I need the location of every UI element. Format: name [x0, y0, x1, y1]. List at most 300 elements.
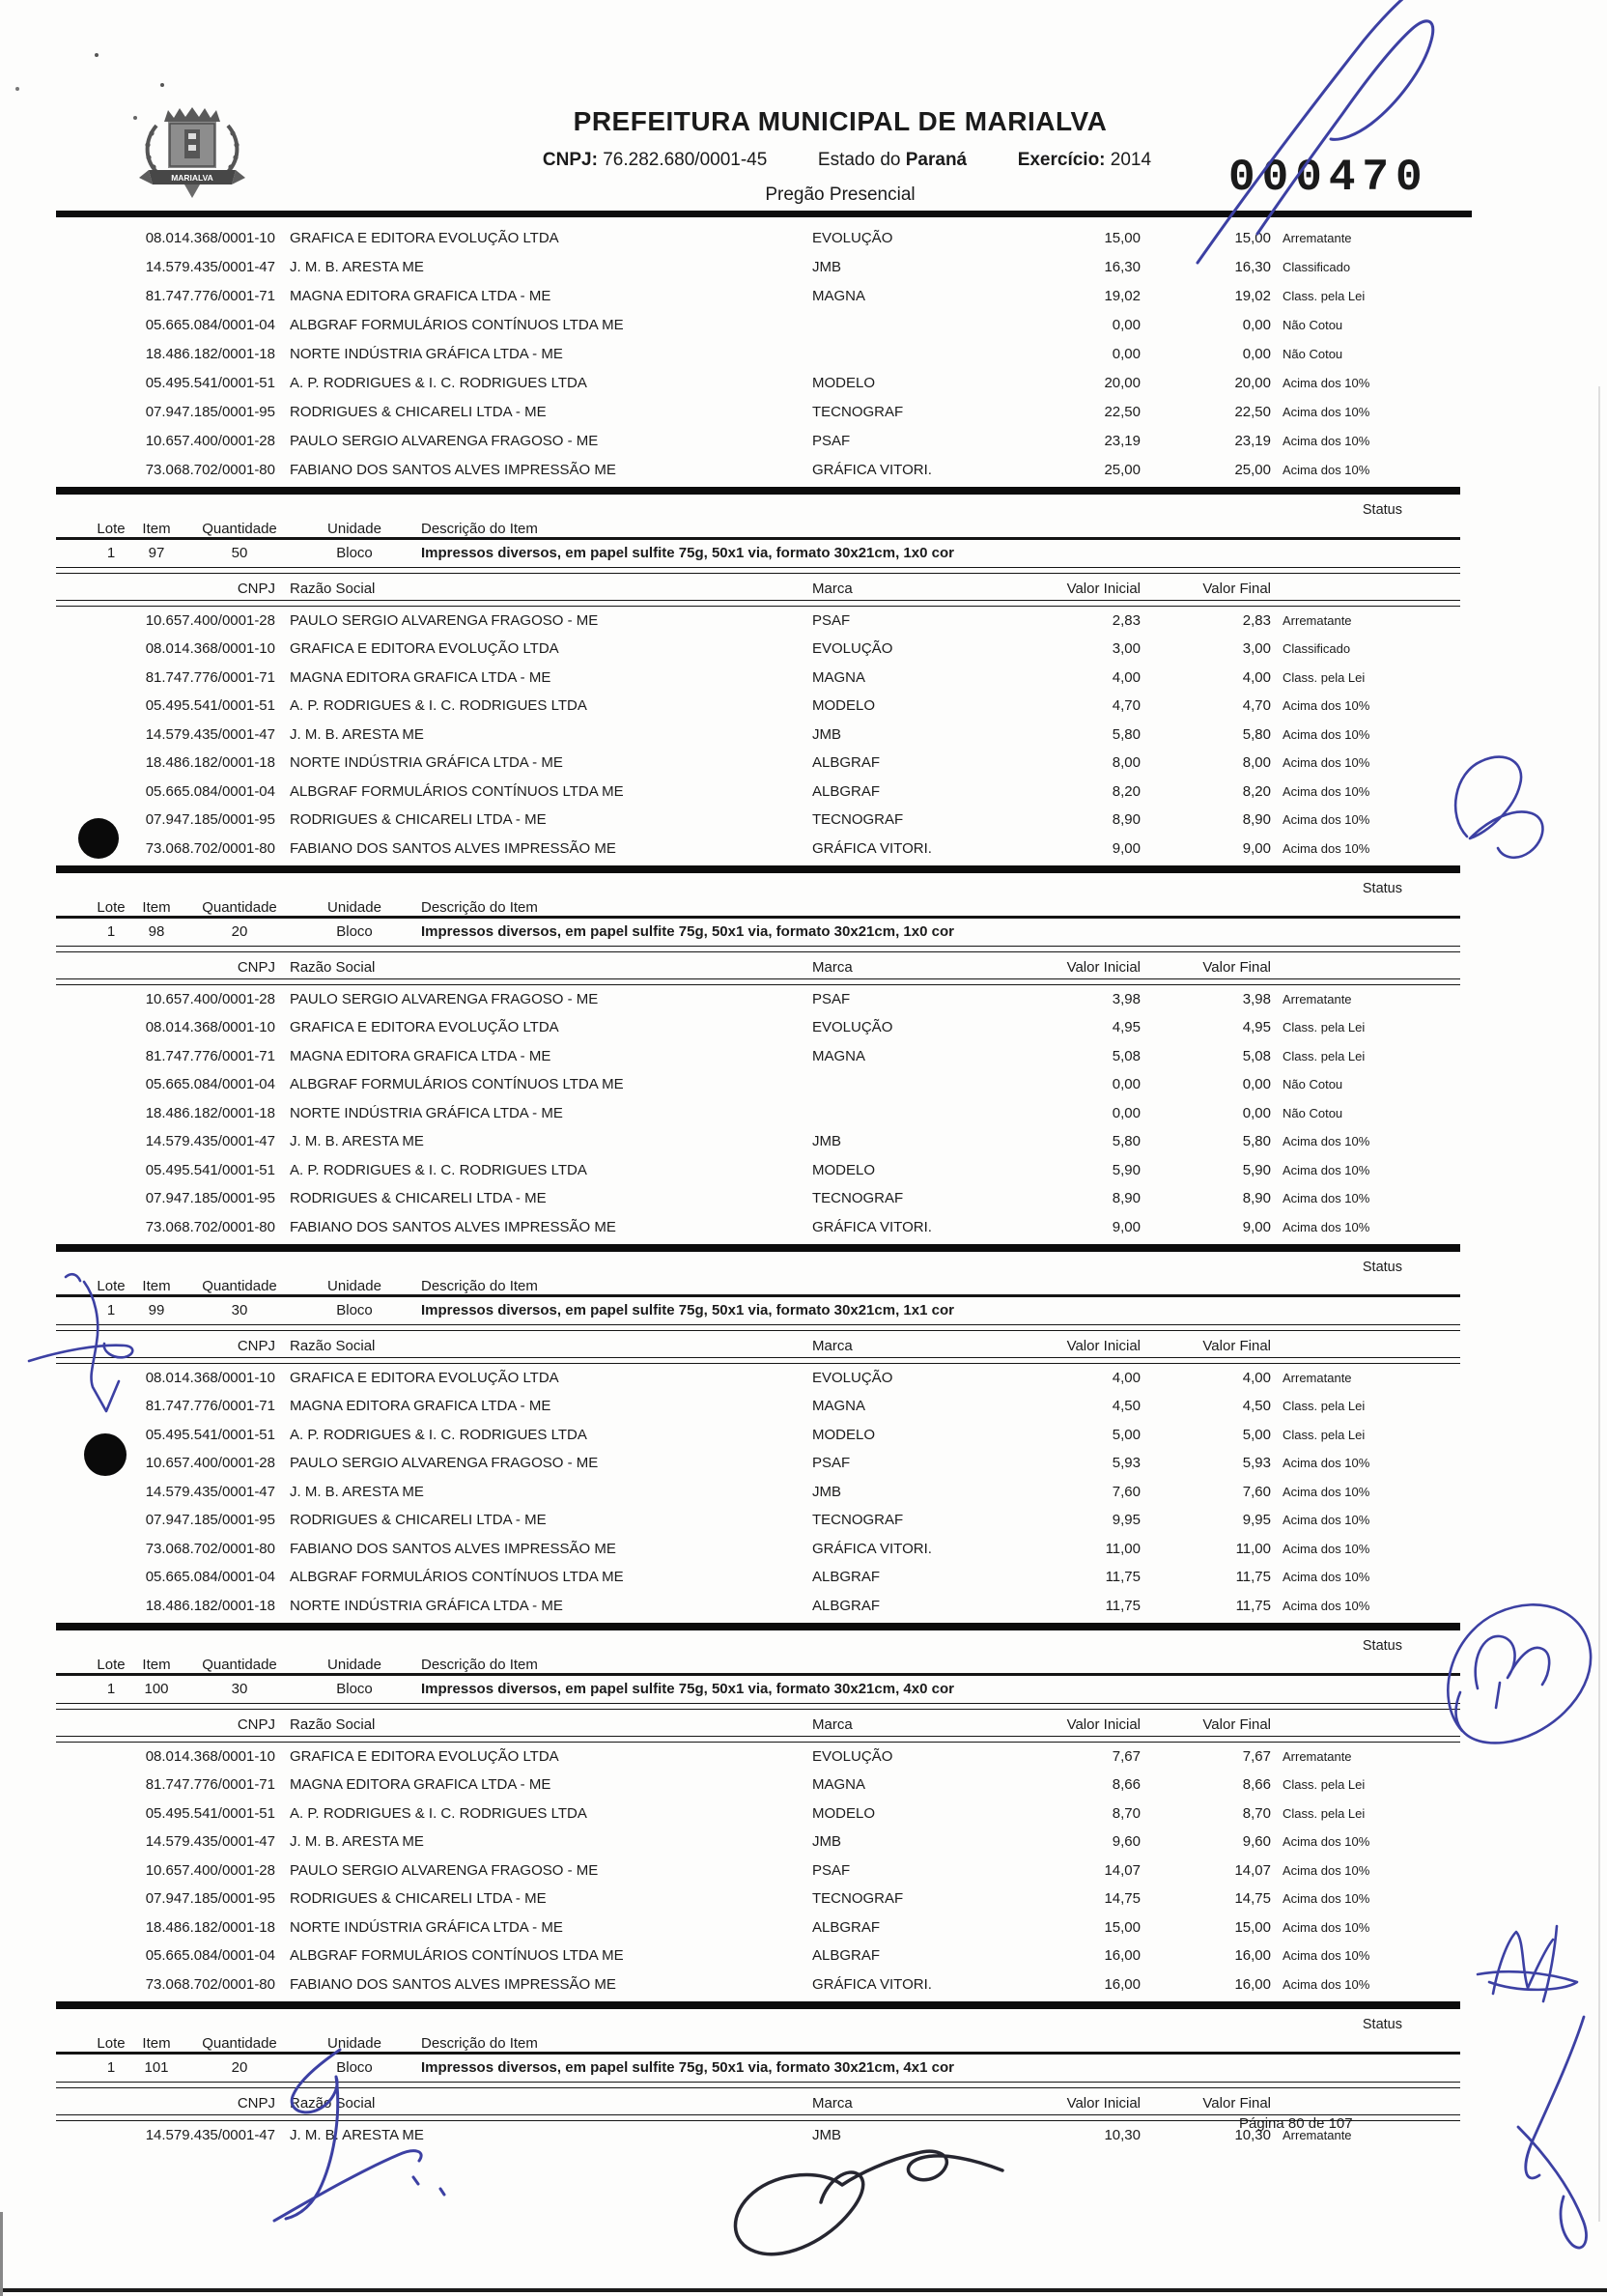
- descricao-cell: Impressos diversos, em papel sulfite 75g, 50x1 via, formato 30x21cm, 1x0 cor: [421, 922, 954, 940]
- bidder-row: [0, 985, 1607, 1014]
- bidder-row: [0, 1478, 1607, 1507]
- bidder-row: [0, 1156, 1607, 1185]
- col-header-valor-final: Valor Final: [1202, 580, 1271, 597]
- cnpj-cell: 05.665.084/0001-04: [145, 316, 275, 333]
- valor-inicial-cell: 5,80: [1112, 725, 1141, 743]
- cnpj-cell: 05.665.084/0001-04: [145, 1947, 275, 1965]
- cnpj-cell: 10.657.400/0001-28: [145, 432, 275, 449]
- valor-inicial-cell: 5,90: [1112, 1161, 1141, 1178]
- cnpj-cell: 10.657.400/0001-28: [145, 990, 275, 1007]
- marca-cell: MAGNA: [812, 287, 866, 304]
- razao-social-cell: J. M. B. ARESTA ME: [290, 258, 424, 275]
- bidder-row: [0, 1392, 1607, 1421]
- valor-final-cell: 9,95: [1242, 1512, 1271, 1529]
- bidder-row: [0, 252, 1607, 281]
- page-footer: [1239, 2115, 1353, 2132]
- page-number-stamp: 000470: [1228, 153, 1429, 203]
- status-cell: Acima dos 10%: [1283, 1891, 1370, 1907]
- marca-cell: TECNOGRAF: [812, 1190, 904, 1207]
- marca-cell: GRÁFICA VITORI.: [812, 461, 932, 478]
- col-header-item: Item: [142, 899, 171, 916]
- col-header-cnpj: CNPJ: [237, 1337, 275, 1354]
- cnpj-cell: 81.747.776/0001-71: [145, 1398, 275, 1415]
- col-header-lote: Lote: [97, 521, 126, 537]
- continuation-table: [0, 217, 1607, 484]
- bidder-table-header: [0, 574, 1607, 599]
- cnpj-cell: 14.579.435/0001-47: [145, 1483, 275, 1500]
- col-header-valor-final: Valor Final: [1202, 1715, 1271, 1733]
- col-header-valor-final: Valor Final: [1202, 2094, 1271, 2112]
- marca-cell: JMB: [812, 2126, 841, 2143]
- valor-final-cell: 22,50: [1234, 403, 1271, 420]
- marca-cell: MODELO: [812, 374, 876, 391]
- status-cell: Acima dos 10%: [1283, 1219, 1370, 1234]
- valor-final-cell: 8,70: [1242, 1804, 1271, 1822]
- cnpj-cell: 08.014.368/0001-10: [145, 1019, 275, 1036]
- status-cell: Não Cotou: [1283, 1105, 1343, 1120]
- double-rule: [56, 2082, 1460, 2088]
- col-header-lote: Lote: [97, 899, 126, 916]
- lote-cell: 1: [106, 1301, 116, 1318]
- cnpj-cell: 81.747.776/0001-71: [145, 1776, 275, 1794]
- status-cell: Acima dos 10%: [1283, 433, 1370, 448]
- valor-inicial-cell: 20,00: [1104, 374, 1141, 391]
- valor-inicial-cell: 8,00: [1112, 754, 1141, 772]
- marca-cell: JMB: [812, 1833, 841, 1851]
- exercicio-label: Exercício:: [1017, 150, 1106, 170]
- valor-final-cell: 4,00: [1242, 668, 1271, 686]
- razao-social-cell: FABIANO DOS SANTOS ALVES IMPRESSÃO ME: [290, 1975, 616, 1993]
- valor-inicial-cell: 8,66: [1112, 1776, 1141, 1794]
- razao-social-cell: FABIANO DOS SANTOS ALVES IMPRESSÃO ME: [290, 1540, 616, 1557]
- razao-social-cell: GRAFICA E EDITORA EVOLUÇÃO LTDA: [290, 1369, 559, 1386]
- bidder-row: [0, 692, 1607, 721]
- status-cell: Acima dos 10%: [1283, 1919, 1370, 1935]
- razao-social-cell: FABIANO DOS SANTOS ALVES IMPRESSÃO ME: [290, 839, 616, 857]
- lote-section: [0, 2017, 1607, 2149]
- marca-cell: PSAF: [812, 990, 851, 1007]
- cnpj-cell: 08.014.368/0001-10: [145, 229, 275, 246]
- status-cell: Acima dos 10%: [1283, 755, 1370, 771]
- valor-final-cell: 7,67: [1242, 1747, 1271, 1765]
- logo-banner-text: MARIALVA: [171, 173, 213, 183]
- marca-cell: JMB: [812, 1133, 841, 1150]
- razao-social-cell: MAGNA EDITORA GRAFICA LTDA - ME: [290, 1398, 551, 1415]
- scan-edge-bottom: [0, 2288, 1607, 2292]
- razao-social-cell: RODRIGUES & CHICARELI LTDA - ME: [290, 403, 547, 420]
- marca-cell: PSAF: [812, 1861, 851, 1879]
- marca-cell: ALBGRAF: [812, 754, 881, 772]
- cnpj-cell: 18.486.182/0001-18: [145, 345, 275, 362]
- valor-inicial-cell: 7,67: [1112, 1747, 1141, 1765]
- razao-social-cell: NORTE INDÚSTRIA GRÁFICA LTDA - ME: [290, 754, 563, 772]
- razao-social-cell: PAULO SERGIO ALVARENGA FRAGOSO - ME: [290, 611, 599, 629]
- valor-final-cell: 8,90: [1242, 1190, 1271, 1207]
- status-cell: Acima dos 10%: [1283, 1834, 1370, 1850]
- marca-cell: ALBGRAF: [812, 1597, 881, 1614]
- valor-final-cell: 16,00: [1234, 1975, 1271, 1993]
- marca-cell: TECNOGRAF: [812, 403, 904, 420]
- razao-social-cell: GRAFICA E EDITORA EVOLUÇÃO LTDA: [290, 1019, 559, 1036]
- col-header-descricao: Descrição do Item: [421, 2035, 538, 2052]
- unidade-cell: Bloco: [336, 1680, 373, 1697]
- cnpj-cell: 05.665.084/0001-04: [145, 1076, 275, 1093]
- marca-cell: TECNOGRAF: [812, 811, 904, 829]
- status-cell: Acima dos 10%: [1283, 1162, 1370, 1177]
- valor-inicial-cell: 8,90: [1112, 1190, 1141, 1207]
- razao-social-cell: A. P. RODRIGUES & I. C. RODRIGUES LTDA: [290, 697, 587, 715]
- valor-inicial-cell: 22,50: [1104, 403, 1141, 420]
- bidder-row: [0, 664, 1607, 693]
- lote-cell: 1: [106, 544, 116, 561]
- valor-final-cell: 2,83: [1242, 611, 1271, 629]
- table-end-bar: [56, 1244, 1460, 1252]
- razao-social-cell: ALBGRAF FORMULÁRIOS CONTÍNUOS LTDA ME: [290, 782, 624, 800]
- cnpj-cell: 10.657.400/0001-28: [145, 611, 275, 629]
- cnpj-cell: 73.068.702/0001-80: [145, 461, 275, 478]
- bidder-row: [0, 455, 1607, 484]
- lote-cell: 1: [106, 1680, 116, 1697]
- razao-social-cell: MAGNA EDITORA GRAFICA LTDA - ME: [290, 287, 551, 304]
- valor-final-cell: 14,07: [1234, 1861, 1271, 1879]
- col-header-quantidade: Quantidade: [202, 2035, 277, 2052]
- valor-inicial-cell: 8,20: [1112, 782, 1141, 800]
- marca-cell: PSAF: [812, 432, 851, 449]
- valor-final-cell: 15,00: [1234, 1918, 1271, 1936]
- bidder-row: [0, 1013, 1607, 1042]
- cnpj-cell: 07.947.185/0001-95: [145, 1890, 275, 1908]
- valor-inicial-cell: 14,75: [1104, 1890, 1141, 1908]
- status-cell: Acima dos 10%: [1283, 1456, 1370, 1471]
- col-header-marca: Marca: [812, 1337, 853, 1354]
- bidder-row: [0, 635, 1607, 664]
- valor-final-cell: 5,93: [1242, 1455, 1271, 1472]
- valor-inicial-cell: 9,60: [1112, 1833, 1141, 1851]
- col-header-cnpj: CNPJ: [237, 2094, 275, 2112]
- item-cell: 101: [144, 2058, 169, 2076]
- status-cell: Acima dos 10%: [1283, 812, 1370, 828]
- lote-section: [0, 1638, 1607, 2009]
- unidade-cell: Bloco: [336, 544, 373, 561]
- lote-section: [0, 881, 1607, 1252]
- marca-cell: ALBGRAF: [812, 1918, 881, 1936]
- cnpj-cell: 07.947.185/0001-95: [145, 1190, 275, 1207]
- valor-final-cell: 10,30: [1234, 2126, 1271, 2143]
- valor-inicial-cell: 5,00: [1112, 1426, 1141, 1443]
- bidder-row: [0, 1913, 1607, 1942]
- valor-final-cell: 0,00: [1242, 1104, 1271, 1121]
- lote-cell: 1: [106, 2058, 116, 2076]
- cnpj-cell: 81.747.776/0001-71: [145, 287, 275, 304]
- item-cell: 100: [144, 1680, 169, 1697]
- valor-final-cell: 8,00: [1242, 754, 1271, 772]
- valor-final-cell: 9,60: [1242, 1833, 1271, 1851]
- bidder-row: [0, 1800, 1607, 1828]
- estado-value: Paraná: [905, 150, 968, 170]
- col-header-valor-inicial: Valor Inicial: [1066, 1337, 1141, 1354]
- status-cell: Acima dos 10%: [1283, 840, 1370, 856]
- valor-inicial-cell: 8,70: [1112, 1804, 1141, 1822]
- razao-social-cell: NORTE INDÚSTRIA GRÁFICA LTDA - ME: [290, 345, 563, 362]
- table-end-bar: [56, 487, 1460, 495]
- razao-social-cell: NORTE INDÚSTRIA GRÁFICA LTDA - ME: [290, 1104, 563, 1121]
- descricao-cell: Impressos diversos, em papel sulfite 75g, 50x1 via, formato 30x21cm, 4x1 cor: [421, 2058, 954, 2076]
- razao-social-cell: J. M. B. ARESTA ME: [290, 2126, 424, 2143]
- valor-final-cell: 11,75: [1235, 1597, 1271, 1614]
- col-header-quantidade: Quantidade: [202, 899, 277, 916]
- marca-cell: ALBGRAF: [812, 782, 881, 800]
- bidder-row: [0, 339, 1607, 368]
- cnpj-cell: 08.014.368/0001-10: [145, 1369, 275, 1386]
- col-header-valor-inicial: Valor Inicial: [1066, 958, 1141, 976]
- status-cell: Não Cotou: [1283, 1077, 1343, 1092]
- cnpj-cell: 08.014.368/0001-10: [145, 1747, 275, 1765]
- double-rule: [56, 567, 1460, 574]
- bidder-row: [0, 1970, 1607, 1999]
- razao-social-cell: PAULO SERGIO ALVARENGA FRAGOSO - ME: [290, 432, 599, 449]
- status-cell: Não Cotou: [1283, 317, 1343, 332]
- valor-final-cell: 16,00: [1234, 1947, 1271, 1965]
- bidder-row: [0, 1070, 1607, 1099]
- razao-social-cell: GRAFICA E EDITORA EVOLUÇÃO LTDA: [290, 640, 559, 658]
- status-cell: Class. pela Lei: [1283, 1048, 1366, 1063]
- col-header-unidade: Unidade: [327, 521, 381, 537]
- col-header-valor-inicial: Valor Inicial: [1066, 2094, 1141, 2112]
- status-cell: Acima dos 10%: [1283, 1134, 1370, 1149]
- razao-social-cell: ALBGRAF FORMULÁRIOS CONTÍNUOS LTDA ME: [290, 1947, 624, 1965]
- cnpj-label: CNPJ:: [542, 150, 598, 170]
- marca-cell: TECNOGRAF: [812, 1890, 904, 1908]
- marca-cell: GRÁFICA VITORI.: [812, 1540, 932, 1557]
- marca-cell: MAGNA: [812, 1047, 866, 1064]
- status-cell: Acima dos 10%: [1283, 726, 1370, 742]
- valor-final-cell: 19,02: [1234, 287, 1271, 304]
- cnpj-cell: 05.495.541/0001-51: [145, 374, 275, 391]
- marca-cell: ALBGRAF: [812, 1569, 881, 1586]
- valor-final-cell: 5,00: [1242, 1426, 1271, 1443]
- bidder-row: [0, 368, 1607, 397]
- valor-inicial-cell: 0,00: [1112, 316, 1141, 333]
- bidder-row: [0, 1563, 1607, 1592]
- valor-final-cell: 4,00: [1242, 1369, 1271, 1386]
- col-header-item: Item: [142, 521, 171, 537]
- col-header-valor-final: Valor Final: [1202, 958, 1271, 976]
- bidder-row: [0, 1099, 1607, 1128]
- valor-final-cell: 4,70: [1242, 697, 1271, 715]
- valor-final-cell: 11,75: [1235, 1569, 1271, 1586]
- status-cell: Classificado: [1283, 641, 1351, 657]
- col-header-razao-social: Razão Social: [290, 1715, 376, 1733]
- status-cell: Acima dos 10%: [1283, 783, 1370, 799]
- valor-inicial-cell: 5,93: [1112, 1455, 1141, 1472]
- razao-social-cell: J. M. B. ARESTA ME: [290, 725, 424, 743]
- marca-cell: MAGNA: [812, 668, 866, 686]
- table-end-bar: [56, 1623, 1460, 1630]
- document-subtitle: Pregão Presencial: [765, 184, 916, 205]
- lote-table-header: [0, 896, 1607, 916]
- bidder-row: [0, 426, 1607, 455]
- valor-final-cell: 16,30: [1234, 258, 1271, 275]
- bidder-row: [0, 310, 1607, 339]
- marca-cell: EVOLUÇÃO: [812, 1019, 893, 1036]
- page-number-label: Página 80 de 107: [1239, 2115, 1353, 2132]
- signature-bottom-center: [735, 2151, 1002, 2253]
- status-cell: Arrematante: [1283, 612, 1352, 628]
- razao-social-cell: PAULO SERGIO ALVARENGA FRAGOSO - ME: [290, 1861, 599, 1879]
- valor-inicial-cell: 15,00: [1104, 1918, 1141, 1936]
- cnpj-cell: 18.486.182/0001-18: [145, 1104, 275, 1121]
- razao-social-cell: J. M. B. ARESTA ME: [290, 1833, 424, 1851]
- razao-social-cell: A. P. RODRIGUES & I. C. RODRIGUES LTDA: [290, 1804, 587, 1822]
- bidder-row: [0, 1184, 1607, 1213]
- marca-cell: MODELO: [812, 697, 876, 715]
- col-header-valor-inicial: Valor Inicial: [1066, 1715, 1141, 1733]
- estado-prefix: Estado do: [817, 150, 901, 170]
- col-header-marca: Marca: [812, 958, 853, 976]
- col-header-unidade: Unidade: [327, 1278, 381, 1294]
- cnpj-cell: 14.579.435/0001-47: [145, 1833, 275, 1851]
- col-header-cnpj: CNPJ: [237, 958, 275, 976]
- razao-social-cell: J. M. B. ARESTA ME: [290, 1483, 424, 1500]
- bidder-table-header: [0, 1331, 1607, 1356]
- status-column-label: Status: [1362, 1638, 1402, 1654]
- marca-cell: PSAF: [812, 1455, 851, 1472]
- razao-social-cell: ALBGRAF FORMULÁRIOS CONTÍNUOS LTDA ME: [290, 1569, 624, 1586]
- bidder-row: [0, 1421, 1607, 1450]
- double-rule: [56, 946, 1460, 952]
- col-header-item: Item: [142, 1657, 171, 1673]
- col-header-unidade: Unidade: [327, 899, 381, 916]
- cnpj-cell: 10.657.400/0001-28: [145, 1455, 275, 1472]
- status-column-label: Status: [1362, 502, 1402, 518]
- status-cell: Class. pela Lei: [1283, 288, 1366, 303]
- valor-final-cell: 20,00: [1234, 374, 1271, 391]
- quantidade-cell: 50: [231, 544, 248, 561]
- valor-inicial-cell: 19,02: [1104, 287, 1141, 304]
- status-cell: Acima dos 10%: [1283, 1541, 1370, 1556]
- unidade-cell: Bloco: [336, 2058, 373, 2076]
- valor-final-cell: 9,00: [1242, 839, 1271, 857]
- razao-social-cell: MAGNA EDITORA GRAFICA LTDA - ME: [290, 1776, 551, 1794]
- razao-social-cell: NORTE INDÚSTRIA GRÁFICA LTDA - ME: [290, 1597, 563, 1614]
- valor-final-cell: 4,95: [1242, 1019, 1271, 1036]
- status-cell: Acima dos 10%: [1283, 404, 1370, 419]
- bidder-row: [0, 1042, 1607, 1071]
- cnpj-cell: 81.747.776/0001-71: [145, 1047, 275, 1064]
- status-cell: Arrematante: [1283, 991, 1352, 1006]
- status-cell: Class. pela Lei: [1283, 1427, 1366, 1442]
- status-cell: Acima dos 10%: [1283, 1976, 1370, 1992]
- valor-inicial-cell: 5,80: [1112, 1133, 1141, 1150]
- col-header-descricao: Descrição do Item: [421, 1278, 538, 1294]
- double-rule: [56, 1324, 1460, 1331]
- bidder-table-header: [0, 2088, 1607, 2113]
- col-header-razao-social: Razão Social: [290, 2094, 376, 2112]
- cnpj-cell: 07.947.185/0001-95: [145, 403, 275, 420]
- marca-cell: GRÁFICA VITORI.: [812, 839, 932, 857]
- bidder-row: [0, 835, 1607, 864]
- razao-social-cell: FABIANO DOS SANTOS ALVES IMPRESSÃO ME: [290, 1218, 616, 1235]
- bidder-row: [0, 1592, 1607, 1621]
- col-header-quantidade: Quantidade: [202, 521, 277, 537]
- quantidade-cell: 30: [231, 1680, 248, 1697]
- marca-cell: JMB: [812, 258, 841, 275]
- razao-social-cell: ALBGRAF FORMULÁRIOS CONTÍNUOS LTDA ME: [290, 316, 624, 333]
- col-header-item: Item: [142, 2035, 171, 2052]
- valor-inicial-cell: 11,75: [1105, 1597, 1141, 1614]
- bidder-row: [0, 1364, 1607, 1393]
- valor-inicial-cell: 0,00: [1112, 345, 1141, 362]
- item-cell: 98: [148, 922, 165, 940]
- razao-social-cell: PAULO SERGIO ALVARENGA FRAGOSO - ME: [290, 1455, 599, 1472]
- header-divider: [56, 211, 1472, 217]
- marca-cell: EVOLUÇÃO: [812, 1747, 893, 1765]
- descricao-cell: Impressos diversos, em papel sulfite 75g, 50x1 via, formato 30x21cm, 1x0 cor: [421, 544, 954, 561]
- cnpj-cell: 05.495.541/0001-51: [145, 1426, 275, 1443]
- lote-item-row: [0, 1297, 1607, 1323]
- col-header-descricao: Descrição do Item: [421, 899, 538, 916]
- valor-inicial-cell: 4,00: [1112, 668, 1141, 686]
- bidder-table-header: [0, 952, 1607, 978]
- valor-final-cell: 3,98: [1242, 990, 1271, 1007]
- valor-inicial-cell: 8,90: [1112, 811, 1141, 829]
- cnpj-cell: 05.495.541/0001-51: [145, 1804, 275, 1822]
- bidder-row: [0, 721, 1607, 750]
- bidder-row: [0, 806, 1607, 835]
- cnpj-cell: 14.579.435/0001-47: [145, 725, 275, 743]
- status-column-label: Status: [1362, 1260, 1402, 1275]
- valor-final-cell: 25,00: [1234, 461, 1271, 478]
- razao-social-cell: ALBGRAF FORMULÁRIOS CONTÍNUOS LTDA ME: [290, 1076, 624, 1093]
- col-header-lote: Lote: [97, 1278, 126, 1294]
- col-header-marca: Marca: [812, 1715, 853, 1733]
- valor-final-cell: 5,08: [1242, 1047, 1271, 1064]
- valor-inicial-cell: 4,00: [1112, 1369, 1141, 1386]
- cnpj-cell: 05.495.541/0001-51: [145, 697, 275, 715]
- valor-inicial-cell: 11,75: [1105, 1569, 1141, 1586]
- unidade-cell: Bloco: [336, 922, 373, 940]
- valor-final-cell: 4,50: [1242, 1398, 1271, 1415]
- valor-final-cell: 5,80: [1242, 1133, 1271, 1150]
- valor-inicial-cell: 15,00: [1104, 229, 1141, 246]
- status-cell: Arrematante: [1283, 1370, 1352, 1385]
- bidder-row: [0, 778, 1607, 807]
- valor-inicial-cell: 9,95: [1112, 1512, 1141, 1529]
- descricao-cell: Impressos diversos, em papel sulfite 75g, 50x1 via, formato 30x21cm, 1x1 cor: [421, 1301, 954, 1318]
- valor-inicial-cell: 3,00: [1112, 640, 1141, 658]
- col-header-cnpj: CNPJ: [237, 1715, 275, 1733]
- valor-inicial-cell: 16,00: [1104, 1947, 1141, 1965]
- marca-cell: ALBGRAF: [812, 1947, 881, 1965]
- double-rule: [56, 1736, 1460, 1743]
- valor-inicial-cell: 9,00: [1112, 1218, 1141, 1235]
- col-header-descricao: Descrição do Item: [421, 1657, 538, 1673]
- valor-inicial-cell: 25,00: [1104, 461, 1141, 478]
- razao-social-cell: NORTE INDÚSTRIA GRÁFICA LTDA - ME: [290, 1918, 563, 1936]
- valor-inicial-cell: 23,19: [1104, 432, 1141, 449]
- valor-final-cell: 5,90: [1242, 1161, 1271, 1178]
- valor-final-cell: 15,00: [1234, 229, 1271, 246]
- valor-final-cell: 0,00: [1242, 345, 1271, 362]
- status-cell: Acima dos 10%: [1283, 1191, 1370, 1206]
- col-header-descricao: Descrição do Item: [421, 521, 538, 537]
- marca-cell: GRÁFICA VITORI.: [812, 1975, 932, 1993]
- valor-final-cell: 0,00: [1242, 316, 1271, 333]
- cnpj-cell: 14.579.435/0001-47: [145, 258, 275, 275]
- status-cell: Class. pela Lei: [1283, 1805, 1366, 1821]
- lote-item-row: [0, 2055, 1607, 2081]
- valor-final-cell: 9,00: [1242, 1218, 1271, 1235]
